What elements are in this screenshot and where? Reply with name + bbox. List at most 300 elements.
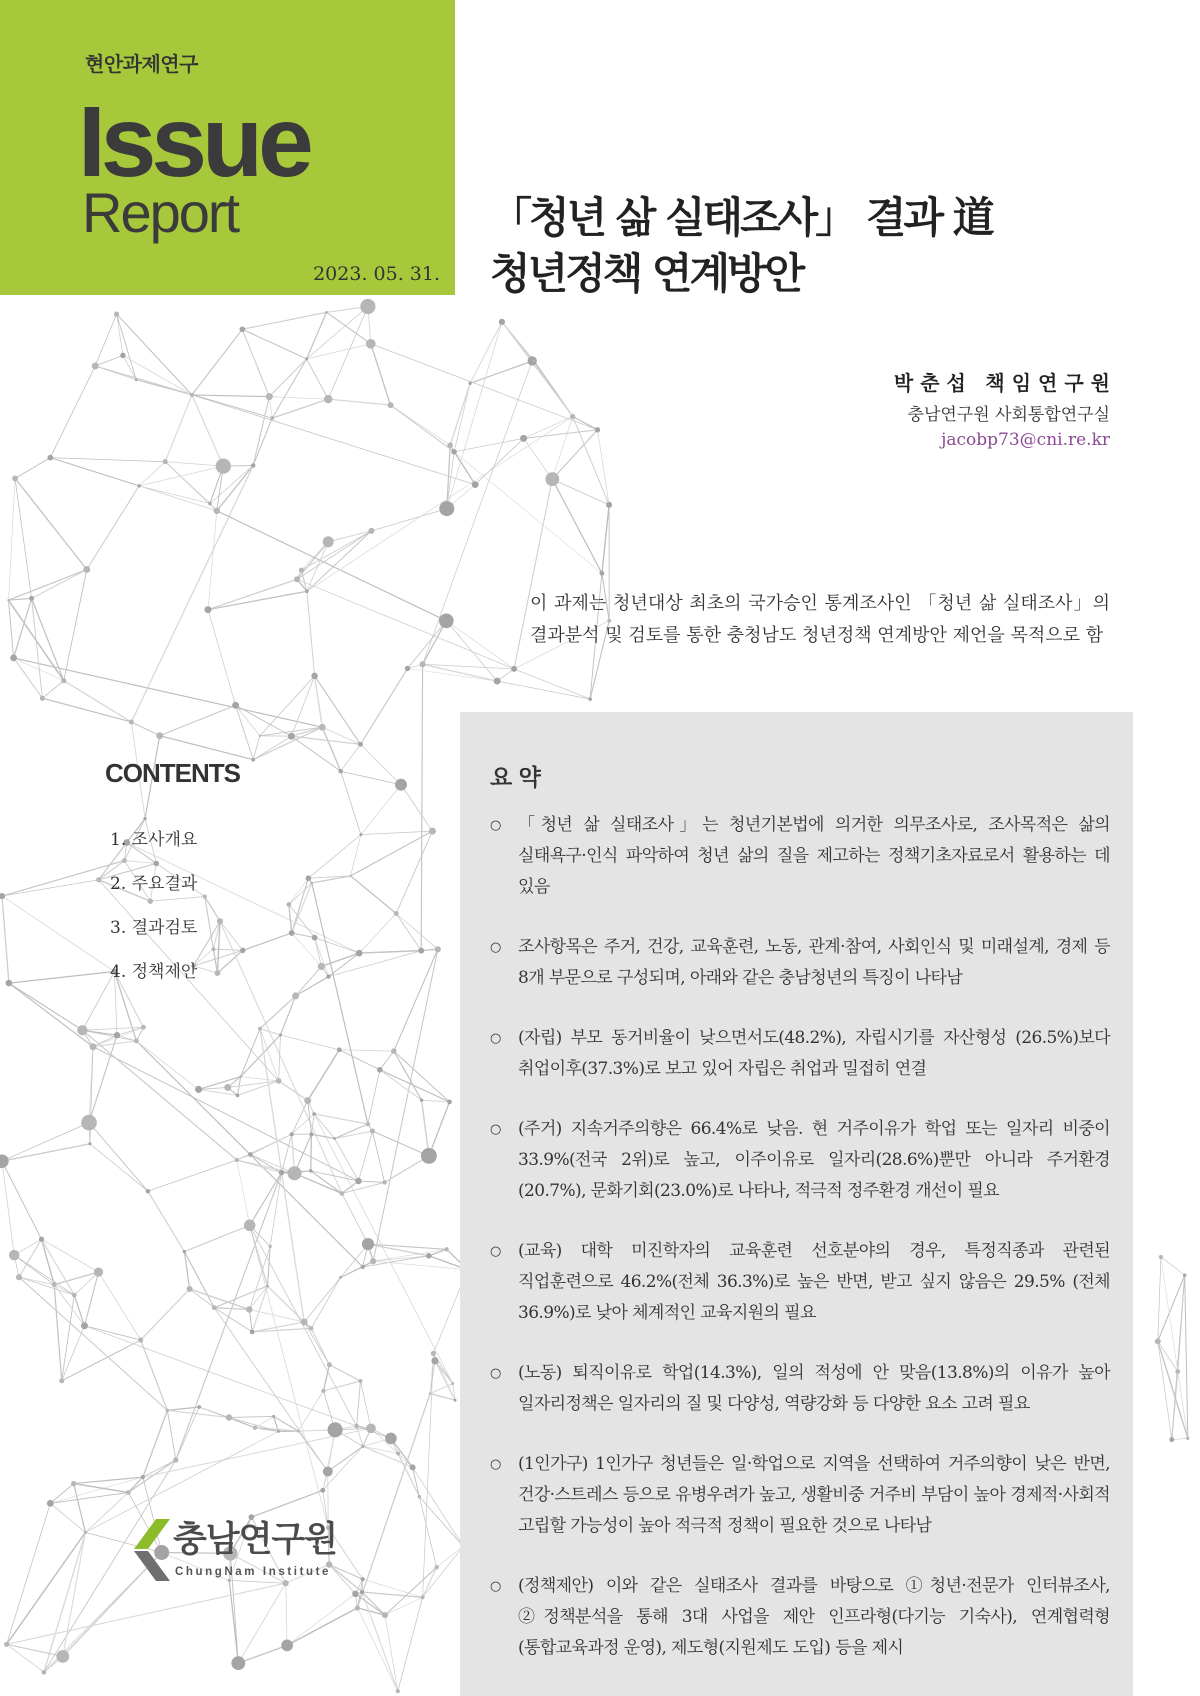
network-line (74, 1484, 129, 1493)
summary-item-text: 조사항목은 주거, 건강, 교육훈련, 노동, 관계·참여, 사회인식 및 미래설계, 경제 등 8개 부문으로 구성되며, 아래와 같은 충남청년의 특징이 나타남 (518, 937, 1110, 988)
network-line (136, 1041, 198, 1090)
network-node (595, 427, 600, 432)
network-line (351, 876, 397, 914)
network-line (279, 1035, 281, 1081)
summary-list (490, 810, 1110, 1664)
network-line (19, 1239, 42, 1277)
network-node (391, 1048, 397, 1054)
network-line (143, 1410, 168, 1477)
network-node (426, 1253, 432, 1259)
network-node (361, 1444, 365, 1448)
network-line (573, 417, 598, 430)
network-node (420, 1099, 423, 1102)
summary-item-text: (교육) 대학 미진학자의 교육훈련 선호분야의 경우, 특정직종과 관련된 직업훈련으로 46.2%(전체 36.3%)로 높은 반면, 받고 싶지 않음은 29.5% (전체 36.9%)로 낮아 체계적인 교육지원의 필요 (518, 1241, 1110, 1323)
network-node (166, 1409, 169, 1412)
network-line (184, 1252, 214, 1308)
network-node (0, 893, 5, 899)
network-line (63, 1532, 86, 1656)
network-line (289, 883, 312, 905)
network-node (305, 357, 308, 360)
network-node (71, 1481, 76, 1486)
network-node (361, 1265, 365, 1269)
network-node (96, 877, 101, 882)
network-node (354, 1424, 358, 1428)
summary-item (490, 1236, 1110, 1329)
author-affiliation: 충남연구원 사회통합연구실 (907, 405, 1110, 425)
network-line (62, 1326, 85, 1381)
network-node (385, 1433, 397, 1445)
network-node (324, 395, 332, 403)
network-node (318, 963, 325, 970)
network-line (423, 1546, 464, 1597)
network-node (499, 319, 505, 325)
network-line (361, 744, 402, 784)
network-node (212, 1305, 217, 1310)
network-line (141, 1340, 168, 1410)
network-line (371, 509, 446, 531)
network-line (357, 1608, 397, 1691)
network-line (361, 1381, 372, 1428)
network-node (570, 414, 575, 419)
network-line (50, 366, 95, 458)
summary-item-text: (자립) 부모 동거비율이 낮으면서도(48.2%), 자립시기를 자산형성 (26.5%)보다 취업이후(37.3%)로 보고 있어 자립은 취업과 밀접히 연결 (518, 1028, 1110, 1079)
network-line (141, 1289, 190, 1340)
network-line (502, 322, 573, 417)
chungnam-institute-logo-icon (133, 1518, 171, 1582)
network-line (9, 972, 115, 984)
network-line (429, 1102, 450, 1156)
summary-item (490, 1571, 1110, 1664)
network-node (362, 1238, 374, 1250)
contents-item: 3. 결과검토 (110, 918, 198, 938)
network-line (2, 896, 9, 983)
contents-item: 2. 주요결과 (110, 874, 198, 894)
network-line (281, 996, 296, 1035)
network-line (192, 395, 223, 466)
network-node (137, 484, 140, 487)
summary-panel (460, 712, 1133, 1696)
network-node (310, 882, 313, 885)
network-line (391, 405, 455, 452)
network-line (289, 878, 309, 904)
network-node (528, 356, 537, 365)
network-line (287, 1594, 355, 1646)
network-node (126, 1490, 131, 1495)
network-line (335, 1124, 368, 1138)
network-node (545, 472, 559, 486)
network-line (282, 1134, 292, 1172)
network-node (327, 1362, 332, 1367)
hollow-circle-bullet: ○ (490, 1244, 502, 1259)
network-line (229, 1416, 274, 1417)
network-line (289, 905, 292, 934)
summary-item-text: 「청년 삶 실태조사」는 청년기본법에 의거한 의무조사로, 조사목적은 삶의 실태욕구·인식 파악하여 청년 삶의 질을 제고하는 정책기초자료로서 활용하는 데 있음 (518, 815, 1110, 897)
network-line (190, 1289, 250, 1310)
network-line (241, 1029, 260, 1077)
summary-item-text: (1인가구) 1인가구 청년들은 일·학업으로 지역을 선택하여 거주의향이 낮은 반면, 건강·스트레스 등으로 유병우려가 높고, 생활비중 거주비 부담이 높아 경제적·사회적 고립할 가능성이 높아 적극적 정책이 필요한 것으로 나타남 (518, 1454, 1110, 1536)
network-line (208, 579, 297, 609)
network-line (165, 462, 210, 504)
network-line (9, 983, 83, 1030)
network-line (15, 458, 50, 479)
network-node (289, 930, 295, 936)
summary-item-text: (정책제안) 이와 같은 실태조사 결과를 바탕으로 ①청년·전문가 인터뷰조사, ②정책분석을 통해 3대 사업을 제안 인프라형(다기능 기숙사), 연계협력형 (통합교육과정 운영), 제도형(지원제도 도입) 등을 제시 (518, 1576, 1110, 1658)
network-line (128, 1460, 176, 1493)
summary-item (490, 1023, 1110, 1085)
network-node (360, 299, 375, 314)
network-node (1169, 1437, 1174, 1442)
contents-item: 1. 조사개요 (110, 830, 198, 850)
network-node (173, 1457, 178, 1462)
network-line (87, 486, 139, 570)
network-node (288, 733, 295, 740)
network-node (29, 596, 34, 601)
network-line (385, 1567, 437, 1615)
network-line (308, 1050, 340, 1101)
network-line (62, 1295, 75, 1381)
hollow-circle-bullet: ○ (490, 940, 502, 955)
contents-item: 4. 정책제안 (110, 962, 198, 982)
network-line (1158, 1341, 1178, 1371)
network-node (352, 1591, 358, 1597)
network-line (214, 1308, 252, 1332)
network-line (85, 1326, 141, 1340)
network-node (301, 1319, 308, 1326)
network-node (84, 1531, 87, 1534)
network-line (2, 1123, 89, 1162)
network-line (95, 366, 192, 395)
report-title-line-1: 「청년 삶 실태조사」 결과 道 (490, 193, 992, 242)
network-line (237, 1160, 250, 1225)
network-node (224, 1084, 231, 1091)
network-line (99, 1272, 141, 1340)
network-node (94, 1267, 103, 1276)
network-node (333, 1137, 336, 1140)
network-node (319, 724, 326, 731)
network-node (396, 1451, 400, 1455)
network-node (366, 1122, 370, 1126)
network-line (1161, 1257, 1178, 1372)
network-line (292, 1101, 308, 1135)
network-node (4, 1642, 9, 1647)
logo-name-korean: 충남연구원 (173, 1520, 338, 1559)
network-node (1155, 1338, 1161, 1344)
network-node (312, 1112, 316, 1116)
network-node (294, 576, 300, 582)
network-line (329, 1365, 360, 1381)
network-line (14, 658, 323, 727)
network-node (239, 1075, 242, 1078)
network-node (444, 1247, 448, 1251)
network-node (52, 1282, 57, 1287)
network-line (394, 1051, 450, 1102)
network-line (307, 591, 315, 676)
network-node (309, 1132, 313, 1136)
network-line (524, 430, 598, 439)
network-node (251, 758, 255, 762)
network-line (450, 383, 470, 445)
network-line (237, 1160, 295, 1173)
network-node (59, 1378, 64, 1383)
hollow-circle-bullet: ○ (490, 1031, 502, 1046)
network-line (165, 395, 192, 462)
network-line (272, 399, 328, 418)
network-node (183, 1250, 187, 1254)
network-line (214, 1308, 327, 1472)
network-node (248, 1152, 253, 1157)
network-node (141, 1475, 145, 1479)
network-line (307, 359, 329, 399)
network-line (190, 1289, 215, 1308)
network-line (260, 1029, 279, 1081)
network-node (520, 435, 527, 442)
network-node (418, 1495, 421, 1498)
network-node (368, 528, 374, 534)
network-node (435, 946, 441, 952)
network-line (385, 1597, 423, 1615)
network-line (312, 883, 368, 1124)
network-line (7, 1503, 51, 1644)
network-line (85, 1326, 357, 1426)
network-node (355, 1178, 362, 1185)
network-node (511, 666, 517, 672)
network-line (165, 462, 223, 466)
network-line (329, 951, 422, 977)
network-line (335, 1131, 373, 1138)
network-line (359, 914, 396, 954)
network-line (430, 1394, 455, 1401)
network-line (497, 681, 590, 699)
network-line (315, 676, 323, 727)
network-line (359, 1131, 373, 1181)
network-line (9, 570, 87, 601)
network-line (362, 1592, 398, 1691)
network-line (117, 314, 192, 395)
network-node (81, 1322, 88, 1329)
network-line (524, 438, 553, 479)
network-line (311, 1134, 312, 1171)
intro-paragraph: 이 과제는 청년대상 최초의 국가승인 통계조사인 「청년 삶 실태조사」의 결과분석 및 검토를 통한 충청남도 청년정책 연계방안 제언을 목적으로 함 (530, 593, 1110, 646)
network-line (339, 1050, 380, 1070)
network-line (475, 438, 523, 484)
network-node (360, 1590, 364, 1594)
network-line (228, 1081, 279, 1088)
network-node (240, 327, 246, 333)
network-line (238, 1645, 287, 1663)
network-node (305, 590, 309, 594)
network-line (408, 621, 447, 669)
network-line (2, 1144, 90, 1161)
network-node (10, 655, 17, 662)
network-line (50, 1493, 128, 1504)
network-line (14, 598, 32, 658)
network-line (342, 1194, 368, 1245)
network-line (398, 1597, 423, 1691)
network-node (356, 950, 363, 957)
network-line (419, 1497, 436, 1568)
network-line (74, 1295, 84, 1326)
network-line (95, 314, 116, 366)
network-line (385, 1615, 398, 1691)
network-line (423, 621, 447, 665)
hollow-circle-bullet: ○ (490, 1366, 502, 1381)
network-node (355, 1605, 360, 1610)
network-line (373, 1131, 385, 1182)
summary-item (490, 1114, 1110, 1207)
network-line (241, 1077, 279, 1081)
network-line (514, 669, 590, 699)
network-line (373, 1131, 429, 1156)
network-line (7, 1532, 86, 1644)
network-node (269, 1245, 272, 1248)
publication-date: 2023. 05. 31. (313, 263, 440, 285)
network-line (307, 531, 372, 591)
network-line (422, 1100, 429, 1156)
network-node (61, 678, 66, 683)
network-node (429, 828, 436, 835)
network-node (396, 1689, 400, 1693)
network-node (312, 935, 318, 941)
network-line (351, 835, 361, 876)
network-node (435, 1565, 439, 1569)
logo-mark-lower-arm (134, 1551, 170, 1581)
network-line (297, 542, 328, 580)
network-line (328, 1446, 363, 1471)
network-line (250, 1225, 357, 1426)
network-line (308, 835, 361, 879)
network-line (380, 1070, 422, 1100)
network-node (146, 1189, 151, 1194)
network-node (138, 1337, 143, 1342)
network-node (321, 1389, 325, 1393)
network-node (429, 1392, 431, 1394)
network-line (552, 430, 597, 479)
network-line (307, 417, 573, 592)
network-line (307, 344, 371, 359)
network-line (307, 312, 327, 359)
network-line (54, 1285, 62, 1381)
network-node (323, 536, 334, 547)
network-line (394, 949, 438, 1051)
network-node (266, 1285, 269, 1288)
network-line (573, 417, 609, 505)
network-node (226, 1414, 232, 1420)
network-node (235, 1158, 239, 1162)
report-title (490, 190, 1170, 302)
network-node (311, 673, 318, 680)
network-line (323, 1381, 360, 1391)
network-node (287, 1166, 301, 1180)
network-node (1175, 1369, 1180, 1374)
network-node (420, 661, 426, 667)
network-node (451, 1382, 454, 1385)
network-line (42, 1239, 99, 1272)
network-node (325, 311, 328, 314)
institute-logo (133, 1518, 373, 1584)
network-line (552, 417, 572, 480)
network-node (279, 1033, 282, 1036)
network-node (370, 1129, 375, 1134)
network-line (42, 698, 131, 722)
network-line (307, 542, 328, 592)
network-node (588, 697, 592, 701)
network-node (339, 1276, 342, 1279)
network-node (236, 1094, 240, 1098)
network-line (269, 397, 328, 400)
summary-heading: 요 약 (490, 764, 541, 790)
network-line (85, 1493, 128, 1533)
network-node (129, 719, 134, 724)
network-node (309, 1169, 312, 1172)
network-line (297, 579, 514, 669)
network-line (423, 664, 514, 669)
network-node (40, 696, 45, 701)
network-node (250, 1330, 255, 1335)
network-line (95, 355, 123, 366)
network-node (39, 1237, 44, 1242)
network-node (382, 1612, 388, 1618)
network-node (370, 1258, 376, 1264)
network-line (359, 951, 421, 953)
network-node (90, 1043, 97, 1050)
network-node (56, 1650, 69, 1663)
network-node (240, 948, 245, 953)
network-line (454, 438, 523, 451)
network-node (12, 475, 18, 481)
network-node (276, 1078, 282, 1084)
network-line (339, 1050, 394, 1051)
contents-section (105, 756, 240, 1004)
hollow-circle-bullet: ○ (490, 818, 502, 833)
network-line (328, 399, 390, 405)
network-node (88, 1142, 91, 1145)
network-node (297, 1430, 300, 1433)
network-line (373, 1261, 467, 1270)
network-line (361, 785, 401, 835)
network-line (380, 1051, 394, 1070)
network-line (296, 977, 329, 996)
network-line (315, 938, 360, 954)
network-line (131, 466, 253, 723)
author-email: jacobp73@cni.re.kr (941, 430, 1110, 450)
network-line (64, 681, 132, 722)
network-node (421, 1595, 425, 1599)
network-line (380, 1070, 450, 1102)
network-line (249, 1246, 270, 1309)
network-line (315, 938, 322, 967)
network-node (410, 1464, 416, 1470)
network-node (7, 599, 9, 601)
network-line (286, 1583, 287, 1645)
network-line (255, 1416, 274, 1427)
network-line (355, 1594, 385, 1615)
network-line (1161, 1257, 1185, 1275)
network-line (363, 1446, 398, 1453)
network-line (7, 1583, 286, 1644)
network-node (439, 613, 454, 628)
network-node (281, 1640, 293, 1652)
network-line (208, 610, 236, 706)
network-line (328, 307, 368, 400)
network-line (296, 966, 322, 996)
network-node (447, 1100, 452, 1105)
summary-item (490, 932, 1110, 994)
network-line (304, 1322, 329, 1365)
network-node (114, 311, 119, 316)
network-line (321, 953, 359, 966)
network-line (341, 771, 361, 834)
network-line (327, 312, 371, 344)
